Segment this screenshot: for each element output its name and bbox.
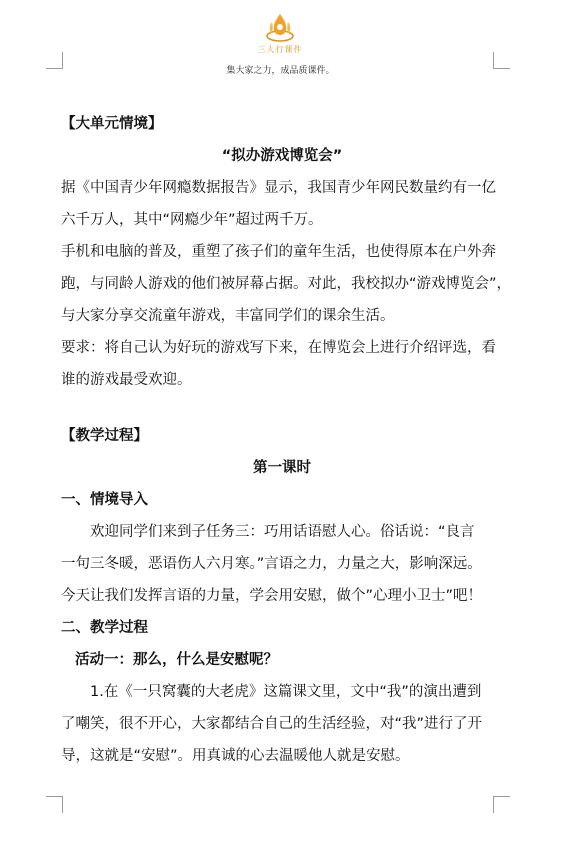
crop-mark-bottom-right [493,796,510,813]
text-line: 谁的游戏最受欢迎。 [61,372,192,388]
text-line: 要求：将自己认为好玩的游戏写下来，在博览会上进行介绍评选，看 [61,340,496,356]
paragraph-intro [61,516,503,612]
context-subtitle: “拟办游戏博览会” [221,148,343,164]
text-line: 据《中国青少年网瘾数据报告》显示，我国青少年网民数量约有一亿 [61,180,496,196]
logo-text: 三人行课件 [257,45,303,54]
lesson-title: 第一课时 [253,460,311,476]
part2-heading: 二、教学过程 [61,620,148,636]
section-title-context: 【大单元情境】 [61,116,163,132]
paragraph-activity1 [61,676,503,772]
text-line: 今天让我们发挥言语的力量，学会用安慰，做个”心理小卫士”吧！ [61,588,483,604]
logo [247,10,313,58]
header-slogan: 集大家之力，成品质课件。 [226,66,335,76]
text-line: 六千万人，其中“网瘾少年”超过两千万。 [61,212,323,228]
activity1-heading: 活动一：那么，什么是安慰呢？ [75,652,278,668]
text-line: 手机和电脑的普及，重塑了孩子们的童年生活，也使得原本在户外奔 [61,244,496,260]
text-line: 与大家分享交流童年游戏，丰富同学们的课余生活。 [61,308,395,324]
logo-flame-icon [247,10,313,44]
paragraph-background [61,236,512,332]
paragraph-requirement [61,332,503,396]
text-line: 了嘲笑，很不开心，大家都结合自己的生活经验，对“我”进行了开 [61,716,483,732]
paragraph-report [61,172,503,236]
document-body [61,108,512,772]
text-line: 欢迎同学们来到子任务三：巧用话语慰人心。俗话说：“良言 [90,524,475,540]
crop-mark-bottom-left [46,796,63,813]
text-line: 跑，与同龄人游戏的他们被屏幕占据。对此，我校拟办“游戏博览会”， [61,276,512,292]
section-title-process: 【教学过程】 [61,428,148,444]
text-line: 一句三冬暖，恶语伤人六月寒。”言语之力，力量之大，影响深远。 [61,556,482,572]
spacer [61,396,503,420]
part1-heading: 一、情境导入 [61,492,148,508]
text-line: 1.在《一只窝囊的大老虎》这篇课文里，文中“我”的演出遭到 [90,684,482,700]
text-line: 导，这就是“安慰”。用真诚的心去温暖他人就是安慰。 [61,748,410,764]
